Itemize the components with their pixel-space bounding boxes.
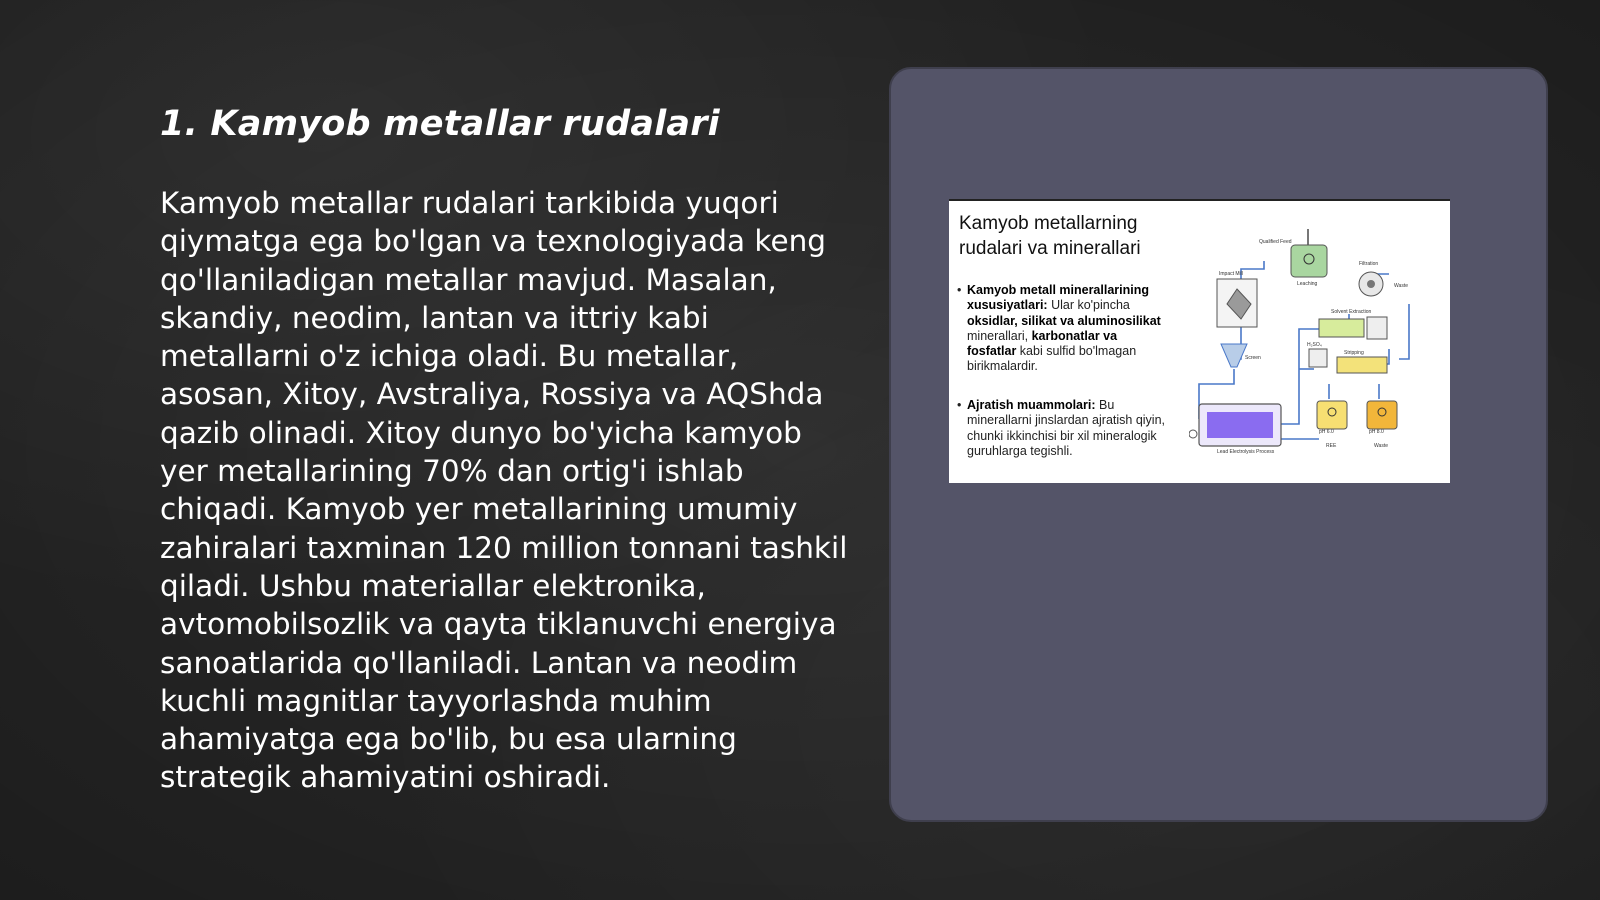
label-solvent-extraction: Solvent Extraction — [1331, 309, 1372, 315]
label-waste-2: Waste — [1374, 443, 1388, 449]
bullet-text: minerallari, — [967, 328, 1032, 343]
process-flow-diagram — [1189, 209, 1444, 479]
figure-title: Kamyob metallarning rudalari va minerallari — [959, 213, 1141, 259]
slide-body-text: Kamyob metallar rudalari tarkibida yuqori qiymatga ega bo'lgan va texnologiyada keng qo'llaniladigan metallar mavjud. Masalan, skandiy, neodim, lantan va ittriy kabi metallarni o'z ichiga oladi. Bu metallar, asosan, Xitoy, Avstraliya, Rossiya va AQShda qazib olinadi. Xitoy dunyo bo'yicha kamyob yer metallarining 70% dan ortig'i ishlab chiqadi. Kamyob yer metallarining umumiy zahiralari taxminan 120 million tonnani tashkil qiladi. Ushbu materiallar elektronika, avtomobilsozlik va qayta tiklanuvchi energiya sanoatlarida qo'llaniladi. Lantan va neodim kuchli magnitlar tayyorlashda muhim ahamiyatga ega bo'lib, bu esa ularning strategik ahamiyatini oshiradi. — [160, 186, 848, 795]
minerals-figure — [949, 199, 1450, 483]
bullet-label: Ajratish muammolari: — [967, 398, 1096, 412]
leaching-tank — [1291, 229, 1327, 277]
label-qualified-feed: Qualified Feed — [1259, 239, 1292, 245]
label-electrolysis: Lead Electrolysis Process — [1217, 449, 1275, 455]
label-filtration: Filtration — [1359, 261, 1379, 267]
waste-tank — [1367, 401, 1397, 429]
bullet-label: Kamyob metall minerallarining xususiyatlari: — [967, 283, 1149, 313]
figure-bullet-properties — [957, 283, 1167, 375]
solvent-extraction-unit — [1319, 317, 1387, 339]
filtration-unit — [1359, 272, 1383, 296]
label-stripping: Stripping — [1344, 350, 1364, 356]
label-ph-1: pH 6.0 — [1319, 429, 1334, 435]
label-leaching: Leaching — [1297, 281, 1318, 287]
label-screen: Screen — [1245, 355, 1261, 361]
bullet-dot: • — [957, 398, 962, 412]
ree-tank — [1317, 401, 1347, 429]
label-ree: REE — [1326, 443, 1337, 449]
electrolysis-cell — [1189, 404, 1281, 446]
label-ph-2: pH 8.0 — [1369, 429, 1384, 435]
slide-title: 1. Kamyob metallar rudalari — [160, 104, 720, 144]
bullet-bold: oksidlar, silikat va aluminosilikat — [967, 313, 1161, 328]
bullet-dot: • — [957, 283, 962, 297]
label-impact-mill: Impact Mill — [1219, 271, 1243, 277]
screen-cone — [1221, 344, 1247, 367]
bullet-text: Ular ko'pincha — [1047, 298, 1130, 313]
bullet-text: Bu minerallarni jinslardan ajratish qiyin, chunki ikkinchisi bir xil mineralogik guruhlarga tegishli. — [967, 398, 1166, 458]
bullet-bold: karbonatlar va fosfatlar — [967, 328, 1118, 359]
bullet-text: kabi sulfid bo'lmagan birikmalardir. — [967, 344, 1137, 374]
label-waste-1: Waste — [1394, 283, 1408, 289]
label-reagent: H₂SO₄ — [1307, 342, 1322, 348]
impact-mill — [1217, 279, 1257, 327]
figure-bullet-separation — [957, 398, 1167, 459]
